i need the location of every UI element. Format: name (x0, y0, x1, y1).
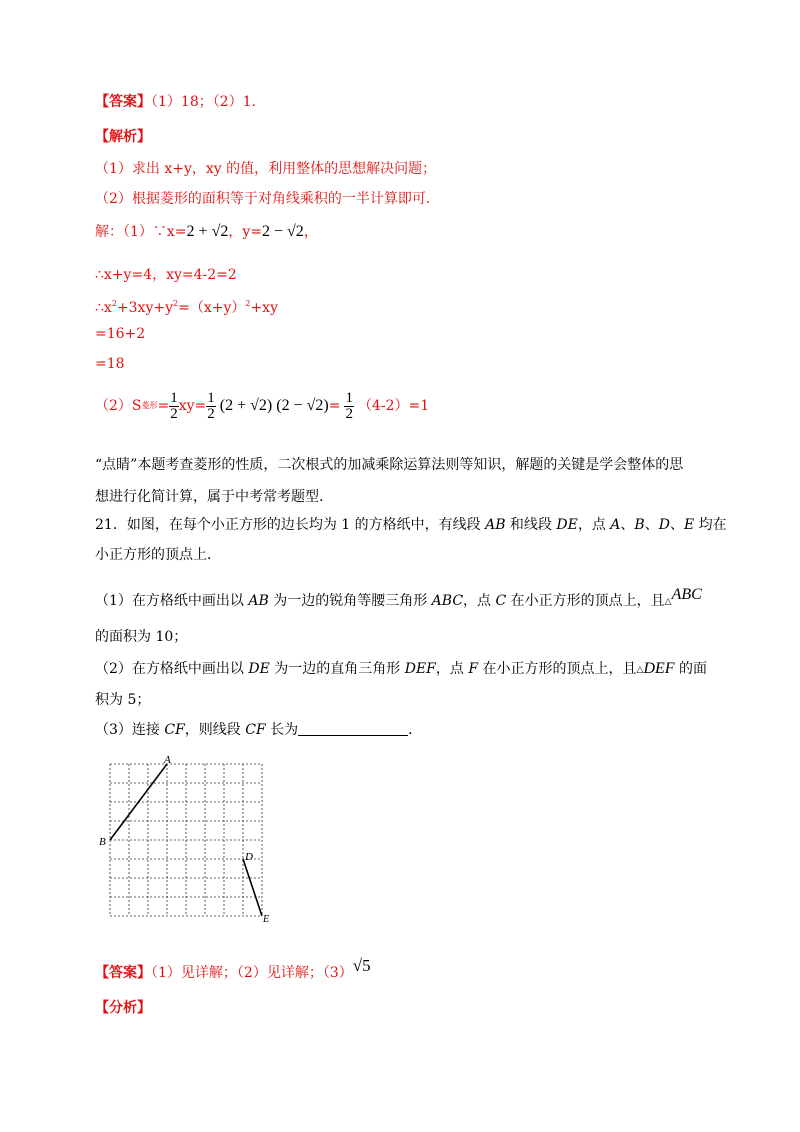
solution-y-value: 2 − √2 (262, 223, 304, 240)
problem-21-part-2-cont: 积为 5； (95, 692, 151, 708)
label-b: B (99, 836, 106, 848)
expr-part: ∴x (95, 300, 112, 316)
text-part: 为一边的锐角等腰三角形 (268, 593, 432, 609)
segment-cf: CF (164, 722, 185, 738)
equals: = (157, 398, 170, 414)
text-part: （1）在方格纸中画出以 (95, 593, 249, 609)
point-c: C (495, 593, 507, 609)
separator: 、 (669, 517, 684, 533)
solution-line-4: =16+2 (95, 326, 146, 342)
text-part: ． (408, 722, 423, 738)
point-e: E (683, 517, 695, 533)
area-result: （4-2）=1 (357, 398, 430, 414)
analysis-hint-2: （2）根据菱形的面积等于对角线乘积的一半计算即可. (95, 191, 431, 207)
analysis-heading-2: 【分析】 (95, 1000, 151, 1016)
text-part: 的面 (674, 661, 707, 677)
text-part: ，点 (577, 517, 611, 533)
segment-cf: CF (245, 722, 266, 738)
expr-part: =（x+y） (178, 300, 246, 316)
grid-lines (110, 764, 262, 916)
answer-line (95, 92, 256, 112)
solution-y-prefix: ，y= (228, 224, 262, 240)
solution-line-1-end: ， (303, 224, 318, 240)
analysis-hint-1: （1）求出 x+y，xy 的值，利用整体的思想解决问题； (95, 161, 437, 177)
label-e: E (263, 914, 270, 924)
segment-de: DE (556, 517, 578, 533)
text-part: （3）连接 (95, 722, 165, 738)
triangle-def: DEF (643, 660, 675, 677)
point-d: D (658, 517, 670, 533)
solution-x-prefix: 解：（1）∵x= (95, 224, 187, 240)
product-expression: (2 + √2) (2 − √2) (219, 397, 329, 414)
comment-line-1: “点睛”本题考查菱形的性质，二次根式的加减乘除运算法则等知识，解题的关键是学会整体的思 (95, 457, 684, 473)
solution-line-1 (95, 222, 318, 242)
problem-21-line-1 (95, 515, 727, 535)
analysis-heading: 【解析】 (95, 129, 151, 145)
text-part: 为一边的直角三角形 (269, 661, 405, 677)
triangle-symbol: △ (664, 597, 672, 607)
text-part: ，则线段 (184, 722, 246, 738)
segment-ab: AB (248, 593, 269, 609)
text-part: ，点 (463, 593, 496, 609)
problem-21-part-1-cont: 的面积为 10； (95, 629, 188, 645)
problem-21-part-1 (95, 585, 702, 612)
segment-ab: AB (485, 517, 506, 533)
triangle-abc: ABC (671, 586, 702, 603)
point-f: F (468, 661, 479, 677)
text-part: 和线段 (505, 517, 557, 533)
solution-line-3 (95, 294, 278, 318)
answer-bracket: 【答案】 (95, 94, 151, 110)
fraction-one-half: $\frac{1}{2}$ (345, 389, 353, 422)
separator: 、 (620, 517, 635, 533)
exponent: 2 (245, 299, 251, 308)
solution-line-2: ∴x+y=4，xy=4-2=2 (95, 267, 237, 283)
text-part: 均在 (694, 517, 727, 533)
problem-21-part-2 (95, 659, 707, 680)
label-a: A (164, 754, 171, 766)
expr-part: +xy (250, 300, 278, 316)
point-b: B (634, 517, 645, 533)
problem-21-part-3 (95, 720, 422, 740)
answer-text: （1）18；（2）1. (151, 94, 256, 110)
solution-x-value: 2 + √2 (186, 223, 229, 240)
comment-line-2: 想进行化简计算，属于中考常考题型. (95, 489, 324, 505)
solution-line-5: =18 (95, 356, 125, 372)
answer-2-line (95, 956, 371, 983)
label-d: D (245, 851, 253, 863)
problem-21-line-2: 小正方形的顶点上． (95, 547, 221, 563)
text-part: （2）在方格纸中画出以 (95, 661, 249, 677)
solution-line-6 (95, 384, 429, 428)
area-prefix: （2）S (95, 398, 142, 414)
xy-equals: xy= (178, 398, 207, 414)
text-part: 在小正方形的顶点上，且 (478, 661, 637, 677)
triangle-abc: ABC (431, 593, 464, 609)
equals: = (328, 398, 341, 414)
separator: 、 (644, 517, 659, 533)
exponent: 2 (173, 299, 179, 308)
segment-de-line (243, 859, 262, 916)
expr-part: +3xy+y (116, 300, 173, 316)
text-part: 长为 (265, 722, 299, 738)
answer-2-value: √5 (352, 956, 371, 975)
grid-figure (96, 754, 276, 924)
text-part: 21．如图，在每个小正方形的边长均为 1 的方格纸中，有线段 (95, 517, 486, 533)
area-subscript: 菱形 (141, 401, 158, 410)
text-part: 在小正方形的顶点上，且 (506, 593, 665, 609)
fraction-one-half: $\frac{1}{2}$ (207, 389, 215, 422)
point-a: A (610, 517, 621, 533)
segment-de: DE (248, 661, 270, 677)
text-part: ，点 (435, 661, 469, 677)
triangle-symbol: △ (636, 665, 644, 675)
answer-2-bracket: 【答案】 (95, 965, 151, 981)
answer-2-text: （1）见详解；（2）见详解；（3） (151, 965, 353, 981)
triangle-def: DEF (404, 661, 436, 677)
answer-blank (298, 721, 408, 736)
fraction-one-half: $\frac{1}{2}$ (170, 389, 178, 422)
exponent: 2 (111, 299, 117, 308)
